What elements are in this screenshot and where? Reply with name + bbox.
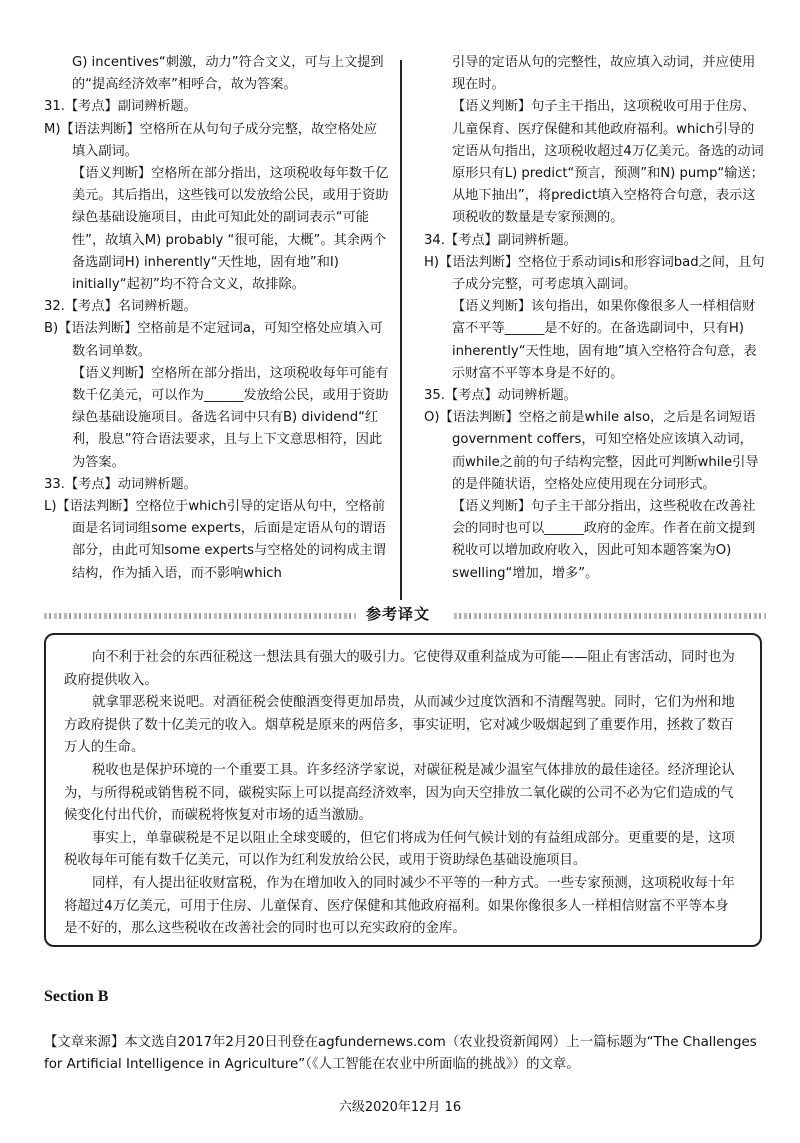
banner-title: 参考译文	[366, 605, 431, 623]
left-column-paragraph: G) incentives“刺激，动力”符合文义，可与上文提到的“提高经济效率”相呼合，故为答案。	[72, 55, 384, 93]
column-divider	[400, 60, 402, 600]
section-title: Section B	[44, 988, 109, 1005]
page-footer: 六级2020年12月 16	[338, 1100, 462, 1115]
right-column-paragraph: 35.【考点】动词辨析题。	[424, 388, 577, 404]
left-column	[44, 52, 389, 585]
translation-paragraph: 同样，有人提出征收财富税，作为在增加收入的同时减少不平等的一种方式。一些专家预测，这项税收每十年将超过4万亿美元，可用于住房、儿童保育、医疗保健和其他政府福利。如果你像很多人一样相信财富不平等本身是不好的，那么这些税收在改善社会的同时也可以充实政府的金库。	[64, 875, 735, 937]
translation-paragraph: 税收也是保护环境的一个重要工具。许多经济学家说，对碳征税是减少温室气体排放的最佳途径。经济理论认为，与所得税或销售税不同，碳税实际上可以提高经济效率，因为向天空排放二氧化碳的公司不必为它们造成的气候变化付出代价，而碳税将恢复对市场的适当激励。	[64, 762, 735, 824]
banner-noise-left	[44, 613, 356, 619]
right-column-paragraph: 34.【考点】副词辨析题。	[424, 232, 577, 248]
left-column-paragraph: L)【语法判断】空格位于which引导的定语从句中，空格前面是名词词组some experts，后面是定语从句的谓语部分，由此可知some experts与空格处的词构成主谓结构，作为插入语，而不影响which	[44, 499, 386, 581]
right-column-paragraph: 【语义判断】句子主干指出，这项税收可用于住房、儿童保育、医疗保健和其他政府福利。which引导的定语从句指出，这项税收超过4万亿美元。备选的动词原形只有L) predict“预言，预测”和N) pump“输送；从地下抽出”，将predict填入空格符合句意，表示这项税收的数量是专家预测的。	[452, 99, 764, 226]
right-column-paragraph: O)【语法判断】空格之前是while also，之后是名词短语government coffers，可知空格处应该填入动词，而while之前的句子结构完整，因此可判断while引导的是伴随状语，空格处应使用现在分词形式。	[424, 410, 759, 492]
left-column-paragraph: B)【语法判断】空格前是不定冠词a，可知空格处应填入可数名词单数。	[44, 321, 383, 359]
left-column-paragraph: 【语义判断】空格所在部分指出，这项税收每年可能有数千亿美元，可以作为______发放给公民，或用于资助绿色基础设施项目。备选名词中只有B) dividend“红利，股息”符合语法要求，且与上下文意思相符，因此为答案。	[72, 365, 389, 470]
translation-banner	[44, 603, 766, 627]
banner-noise-right	[454, 613, 766, 619]
right-column-paragraph: H)【语法判断】空格位于系动词is和形容词bad之间，且句子成分完整，可考虑填入副词。	[424, 254, 765, 293]
translation-paragraph: 向不利于社会的东西征税这一想法具有强大的吸引力。它使得双重利益成为可能——阻止有害活动，同时也为政府提供收入。	[64, 650, 735, 688]
translation-box	[44, 633, 762, 947]
source-note: 【文章来源】本文选自2017年2月20日刊登在agfundernews.com（农业投资新闻网）上一篇标题为“The Challenges for Artificial Intelligence in Agriculture”（《人工智能在农业中所面临的挑战》）的文章。	[44, 1035, 757, 1072]
translation-paragraph: 就拿罪恶税来说吧。对酒征税会使酿酒变得更加昂贵，从而减少过度饮酒和不清醒驾驶。同时，它们为州和地方政府提供了数十亿美元的收入。烟草税是原来的两倍多，事实证明，它对减少吸烟起到了重要作用，拯救了数百万人的生命。	[64, 695, 735, 756]
right-column-paragraph: 【语义判断】句子主干部分指出，这些税收在改善社会的同时也可以______政府的金库。作者在前文提到税收可以增加政府收入，因此可知本题答案为O) swelling“增加，增多”。	[452, 499, 756, 581]
right-column	[424, 52, 766, 585]
right-column-paragraph: 引导的定语从句的完整性，故应填入动词，并应使用现在时。	[452, 55, 756, 93]
left-column-paragraph: 32.【考点】名词辨析题。	[44, 299, 197, 315]
left-column-paragraph: 【语义判断】空格所在部分指出，这项税收每年数千亿美元。其后指出，这些钱可以发放给公民，或用于资助绿色基础设施项目，由此可知此处的副词表示“可能性”，故填入M) probably “很可能，大概”。其余两个备选副词H) inherently“天性地，固有地”和I) initially“起初”均不符合文义，故排除。	[72, 166, 389, 293]
translation-paragraph: 事实上，单靠碳税是不足以阻止全球变暖的，但它们将成为任何气候计划的有益组成部分。更重要的是，这项税收每年可能有数千亿美元，可以作为红利发放给公民，或用于资助绿色基础设施项目。	[64, 830, 735, 869]
left-column-paragraph: 31.【考点】副词辨析题。	[44, 99, 197, 115]
left-column-paragraph: 33.【考点】动词辨析题。	[44, 476, 197, 492]
left-column-paragraph: M)【语法判断】空格所在从句句子成分完整，故空格处应填入副词。	[44, 121, 378, 159]
right-column-paragraph: 【语义判断】该句指出，如果你像很多人一样相信财富不平等______是不好的。在备选副词中，只有H) inherently“天性地，固有地”填入空格符合句意，表示财富不平等本身是不好的。	[452, 299, 757, 381]
